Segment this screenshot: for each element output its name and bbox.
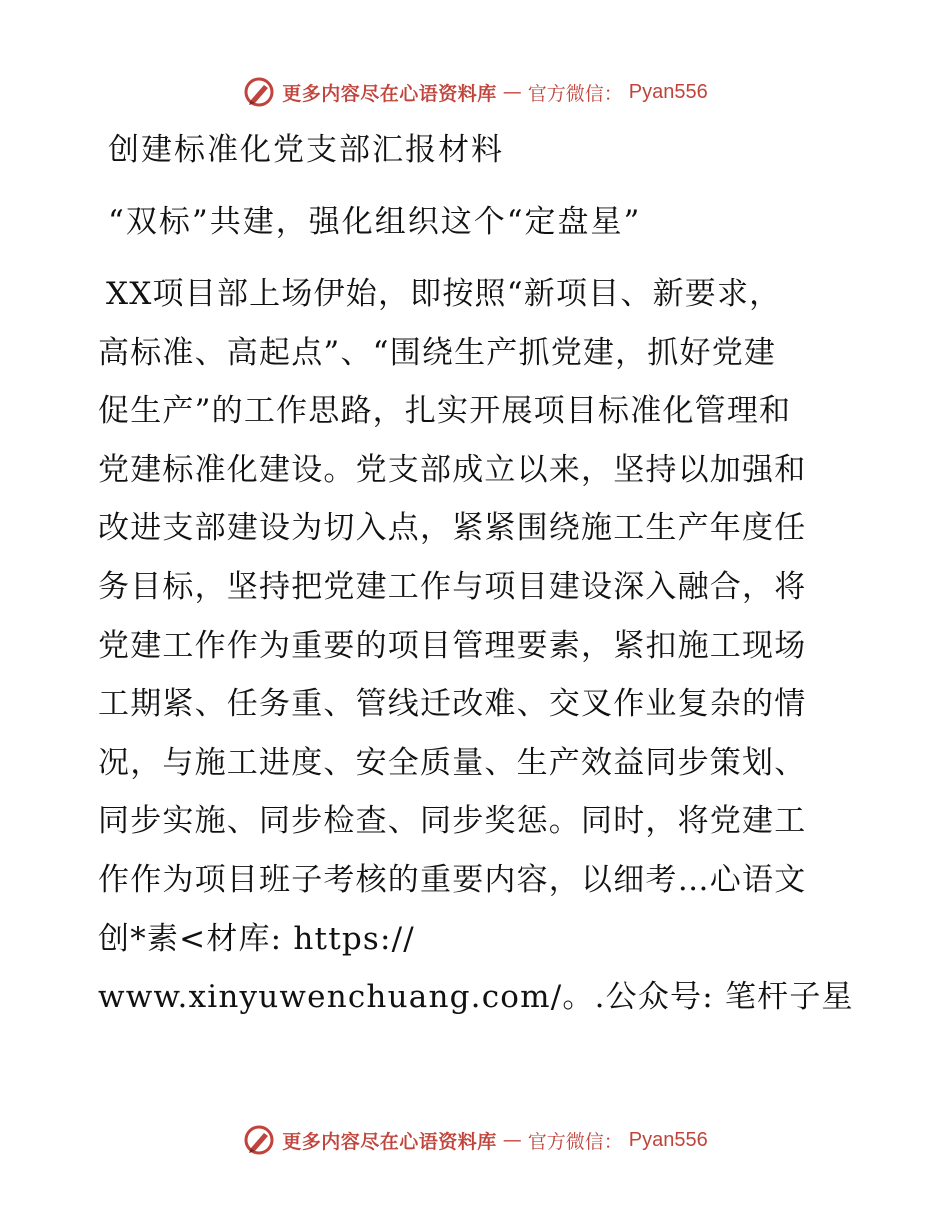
pen-logo-icon: [242, 1123, 276, 1157]
banner-separator: —: [502, 1129, 522, 1151]
banner-wechat-id: Pyan556: [628, 80, 708, 103]
body-line: 务目标，坚持把党建工作与项目建设深入融合，将: [98, 568, 807, 605]
body-line: 况，与施工进度、安全质量、生产效益同步策划、: [98, 744, 807, 781]
body-line: 党建工作作为重要的项目管理要素，紧扣施工现场: [98, 627, 807, 664]
top-watermark-banner: [0, 72, 950, 112]
banner-main-text: 更多内容尽在心语资料库: [282, 1130, 497, 1153]
body-line: 改进支部建设为切入点，紧紧围绕施工生产年度任: [98, 510, 807, 547]
body-line: 高标准、高起点”、“围绕生产抓党建，抓好党建: [98, 334, 777, 371]
body-line: 作作为项目班子考核的重要内容，以细考…心语文: [98, 861, 807, 898]
document-subtitle: “双标”共建，强化组织这个“定盘星”: [108, 204, 642, 240]
document-title: 创建标准化党支部汇报材料: [108, 132, 504, 168]
body-line: 同步实施、同步检查、同步奖惩。同时，将党建工: [98, 803, 807, 840]
banner-wechat-label: 官方微信：: [527, 82, 623, 105]
body-line: 工期紧、任务重、管线迁改难、交叉作业复杂的情: [98, 686, 807, 723]
banner-wechat-id: Pyan556: [628, 1128, 708, 1151]
body-line: 创*素<材库: https://: [98, 920, 415, 957]
banner-wechat-label: 官方微信：: [527, 1130, 623, 1153]
body-paragraph: [98, 265, 858, 1027]
body-line: 党建标准化建设。党支部成立以来，坚持以加强和: [98, 451, 807, 488]
body-line: XX项目部上场伊始，即按照“新项目、新要求，: [106, 276, 782, 312]
body-line: www.xinyuwenchuang.com/。.公众号: 笔杆子星: [98, 979, 854, 1016]
banner-main-text: 更多内容尽在心语资料库: [282, 82, 497, 105]
pen-logo-icon: [242, 75, 276, 109]
banner-separator: —: [502, 81, 522, 103]
body-line: 促生产”的工作思路，扎实开展项目标准化管理和: [98, 393, 792, 430]
bottom-watermark-banner: [0, 1120, 950, 1160]
